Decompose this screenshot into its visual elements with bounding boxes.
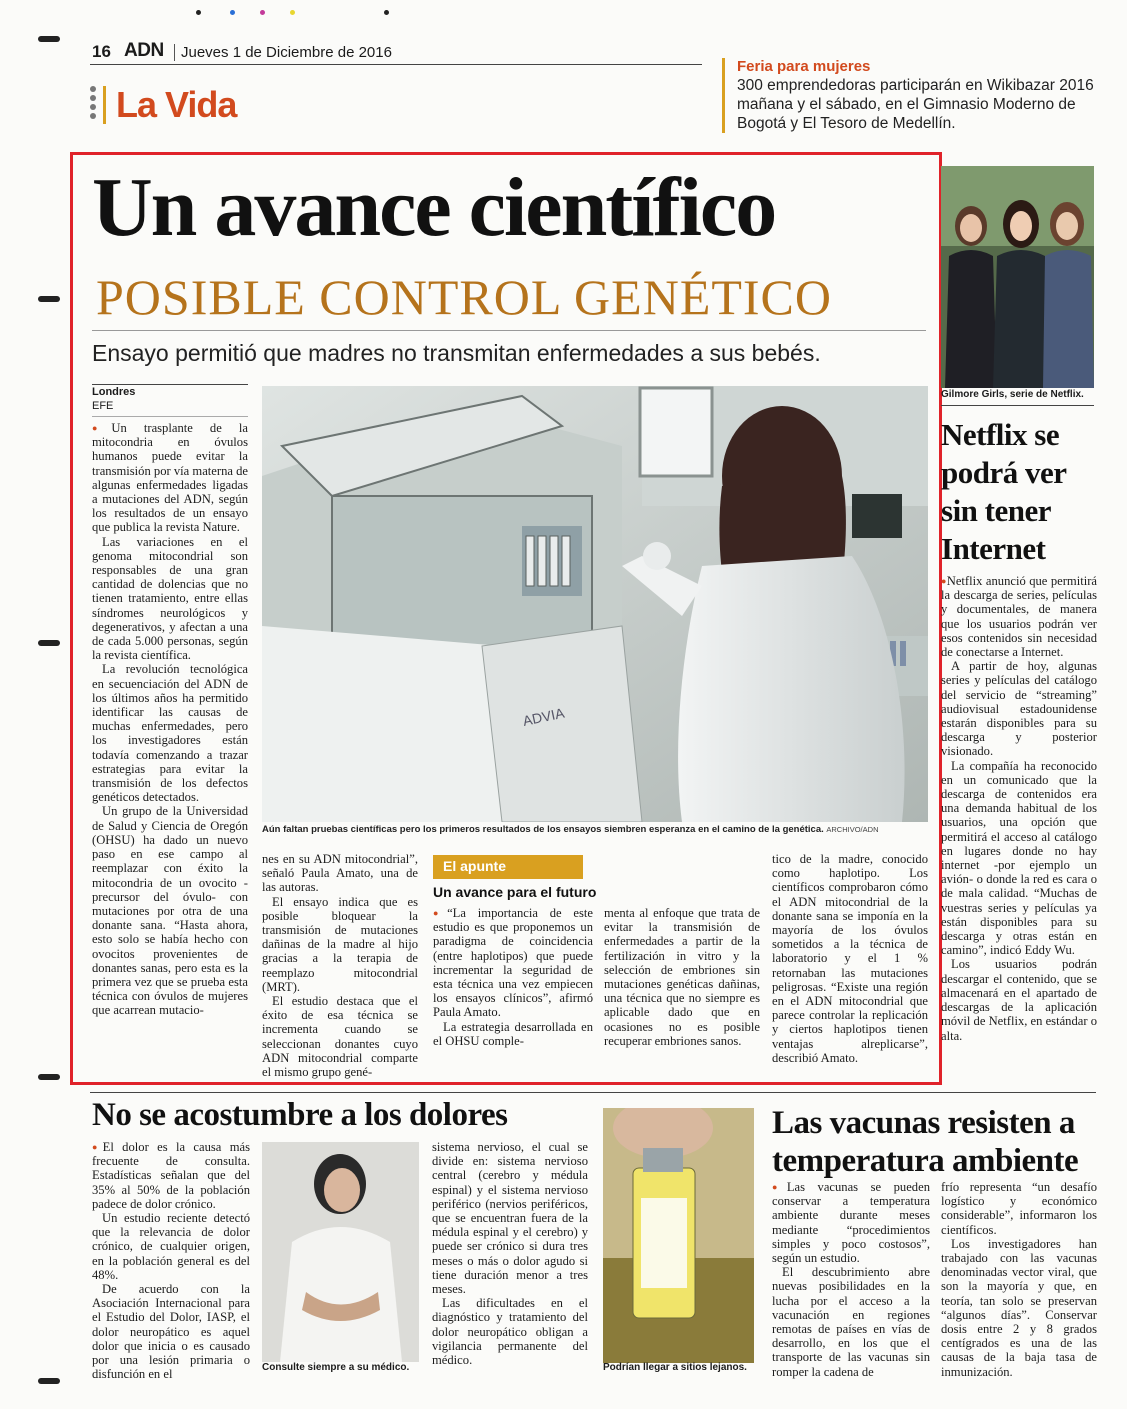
paragraph: Un estudio reciente detectó que la relevancia de dolor crónico, de cualquier origen, en la población general es del 48%.: [92, 1211, 250, 1282]
paragraph: sistema nervioso, el cual se divide en: sistema nervioso central (cerebro y médula espinal) y el sistema nervioso periférico (nervios periféricos, que se encuentran fuera de la médula espinal y el cerebro) y puede ser crónico si dura tres meses o más o dolor agudo si tiene duración menor a tres meses.: [432, 1140, 588, 1297]
registration-marks: [196, 10, 396, 18]
teaser-kicker: Feria para mujeres: [737, 58, 871, 75]
main-headline: Un avance científico: [92, 161, 776, 254]
teaser-box[interactable]: [722, 58, 1102, 133]
paragraph: El descubrimiento abre nuevas posibilidades en la lucha por el acceso a la vacunación en regiones remotas de países en vías de desarrollo, en los que el transporte de las vacunas sin romper la cadena de: [772, 1265, 930, 1379]
paragraph: El ensayo indica que es posible bloquear la transmisión de mutaciones dañinas de la madre al hijo gracias a la terapia de reemplazo mitocondrial (MRT).: [262, 894, 418, 994]
paragraph: De acuerdo con la Asociación Internacional para el Estudio del Dolor, IASP, el dolor neuropático es aquel dolor que inicia o es causado por una lesión primaria o disfunción en el: [92, 1282, 250, 1382]
apunte-column-1: [433, 906, 593, 1048]
paragraph: frío representa “un desafío logístico y económico considerable”, informaron los científicos.: [941, 1180, 1097, 1237]
netflix-headline: Netflix se podrá ver sin tener Internet: [941, 417, 1066, 566]
paragraph: Las dificultades en el diagnóstico y tratamiento del dolor neuropático obligan a vigilancia permanente del médico.: [432, 1296, 588, 1368]
apunte-title: Un avance para el futuro: [433, 884, 597, 900]
svg-text:ADVIA: ADVIA: [521, 704, 566, 729]
section-dots-icon: [90, 86, 97, 126]
side-rule: [941, 405, 1094, 406]
byline-rule: [92, 384, 248, 385]
paragraph: Los usuarios podrán descargar el contenido, que se almacenará en el apartado de descargas de la aplicación móvil de Netflix, en estándar o alta.: [941, 957, 1097, 1043]
byline-place: Londres: [92, 386, 136, 398]
byline-rule: [92, 416, 248, 417]
pain-column-1: [92, 1140, 250, 1381]
main-photo-caption: [262, 824, 928, 835]
binding-mark: [38, 296, 60, 302]
paragraph: A partir de hoy, algunas series y películas del catálogo del servicio de “streaming” audiovisual estadounidense estarán disponibles para su descarga y posterior visionado.: [941, 659, 1097, 759]
byline-agency: EFE: [92, 400, 114, 412]
main-column-2: [262, 852, 418, 1079]
photo-credit: ARCHIVO/ADN: [826, 825, 879, 834]
netflix-column: [941, 574, 1097, 1043]
paragraph: Las variaciones en el genoma mitocondrial son responsables de una gran cantidad de dolencias que no tienen tratamiento, entre ellas síndromes neurológicos y degenerativos, y afectan a una de cada 5.000 personas, según la revista científica.: [92, 534, 248, 663]
lab-scientist-photo: [262, 386, 928, 822]
binding-mark: [38, 1074, 60, 1080]
binding-mark: [38, 36, 60, 42]
vaccine-headline: Las vacunas resisten a temperatura ambiente: [772, 1105, 1079, 1179]
header-rule: [90, 64, 702, 65]
binding-mark: [38, 640, 60, 646]
woman-pain-photo: [262, 1142, 419, 1362]
page-number: 16: [92, 42, 111, 61]
main-column-1: [92, 421, 248, 1018]
vaccine-column-1: [772, 1180, 930, 1379]
apunte-tag: El apunte: [433, 855, 583, 879]
main-kicker: POSIBLE CONTROL GENÉTICO: [96, 269, 833, 325]
paragraph: ● Netflix anunció que permitirá la descarga de series, películas y documentales, de manera que los usuarios podrán ver esos contenidos sin necesidad de conectarse a Internet.: [941, 574, 1097, 659]
main-deck: Ensayo permitió que madres no transmitan enfermedades a sus bebés.: [92, 340, 821, 366]
main-column-5: [772, 852, 928, 1065]
paragraph: La revolución tecnológica en secuenciación del ADN de los últimos años ha permitido identificar las causas de muchas enfermedades, pero los investigadores están todavía comenzando a trazar estrategias para evitar la transmisión de los defectos genéticos detectados.: [92, 662, 248, 805]
paragraph: ● Las vacunas se pueden conservar a temperatura ambiente durante meses mediante “procedimientos simples y poco costosos”, según un estudio.: [772, 1180, 930, 1265]
paragraph: tico de la madre, conocido como haplotipo. Los científicos comprobaron cómo el ADN mitocondrial de la donante sana se imponía en la mayoría de los óvulos sometidos a la técnica de laboratorio y el 1 % retornaban las mutaciones peligrosas. “Existe una región en el ADN mitocondrial que parece controlar la replicación y ciertos haplotipos tienen ventajas alreplicarse”, describió Amato.: [772, 852, 928, 1065]
pain-column-3: [432, 1140, 588, 1367]
pain-caption: Consulte siempre a su médico.: [262, 1362, 410, 1373]
kicker-rule: [92, 330, 926, 331]
caption-text: Aún faltan pruebas científicas pero los primeros resultados de los ensayos siembren esperanza en el camino de la genética.: [262, 824, 824, 835]
paragraph: Los investigadores han trabajado con las vacunas denominadas vector viral, que son la mayoría y que, en teoría, tan solo se preservan “algunos días”. Conservar dosis entre 2 y 8 grados centígrados es una de las causas de la baja tasa de inmunización.: [941, 1236, 1097, 1379]
vaccine-column-2: [941, 1180, 1097, 1379]
gilmore-caption: Gilmore Girls, serie de Netflix.: [941, 389, 1084, 400]
vaccine-vial-photo: [603, 1108, 754, 1363]
paragraph: ● “La importancia de este estudio es que proponemos un paradigma de coincidencia (entre haplotipos) que puede incrementar la seguridad de esta técnica una vez empiecen los ensayos clínicos”, afirmó Paula Amato.: [433, 906, 593, 1020]
issue-date: Jueves 1 de Diciembre de 2016: [174, 44, 392, 61]
paragraph: ● Un trasplante de la mitocondria en óvulos humanos puede evitar la transmisión por vía materna de algunas enfermedades ligadas a mutaciones del ADN, según los resultados de un ensayo que publica la revista Nature.: [92, 421, 248, 535]
pain-headline: No se acostumbre a los dolores: [92, 1097, 508, 1133]
paragraph: menta al enfoque que trata de evitar la transmisión de enfermedades a partir de la fertilización in vitro y la selección de embriones sin mutaciones genéticas dañinas, una técnica que no siempre es aplicable dado que en ocasiones no es posible recuperar embriones sanos.: [604, 906, 760, 1048]
vial-caption: Podrían llegar a sitios lejanos.: [603, 1362, 747, 1373]
section-bar: [103, 86, 106, 124]
gilmore-girls-photo: [941, 166, 1094, 388]
paragraph: El estudio destaca que el éxito de esa técnica se incrementa cuando se seleccionan donantes cuyo ADN mitocondrial comparte el mismo grupo gené-: [262, 994, 418, 1080]
paragraph: La compañía ha reconocido en un comunicado que la descarga de contenidos era una demanda habitual de los usuarios, una opción que permitirá el acceso al catálogo en lugares donde no hay internet -por ejemplo un avión- o donde la red es cara o de mala calidad. “Muchas de vuestras series y películas ya están disponibles para su descarga y otras están en camino”, indicó Eddy Wu.: [941, 758, 1097, 958]
apunte-column-2: [604, 906, 760, 1048]
section-title: La Vida: [116, 84, 237, 125]
teaser-text: 300 emprendedoras participarán en Wikibazar 2016 mañana y el sábado, en el Gimnasio Moderno de Bogotá y El Tesoro de Medellín.: [737, 77, 1094, 132]
brand-logo: ADN: [124, 40, 164, 61]
bottom-rule: [90, 1092, 1096, 1093]
paragraph: ● El dolor es la causa más frecuente de consulta. Estadísticas señalan que del 35% al 50% de la población padece de dolor crónico.: [92, 1140, 250, 1211]
binding-mark: [38, 1378, 60, 1384]
paragraph: nes en su ADN mitocondrial”, señaló Paula Amato, una de las autoras.: [262, 852, 418, 895]
paragraph: La estrategia desarrollada en el OHSU comple-: [433, 1019, 593, 1048]
paragraph: Un grupo de la Universidad de Salud y Ciencia de Oregón (OHSU) ha dado un nuevo paso en ese campo al reemplazar con éxito la mitocondria de un ovocito -precursor del óvulo- con mutaciones por otra de una donante sana. “Hasta ahora, esto solo se había hecho con ovocitos provenientes de donantes sanas, pero esta es la primera vez que se prueba esta técnica con óvulos de mujeres que acarrean mutacio-: [92, 804, 248, 1018]
